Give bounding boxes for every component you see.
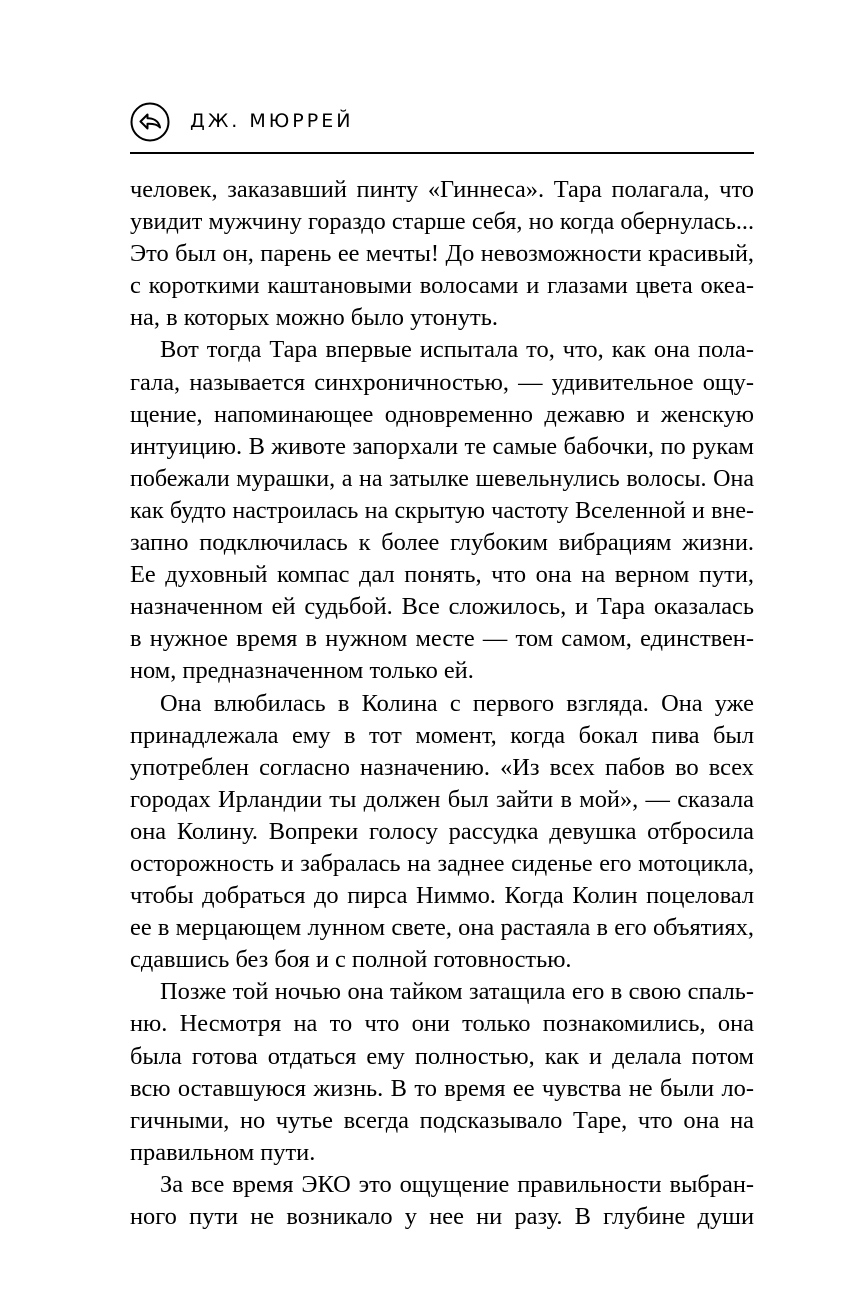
paragraph	[130, 174, 754, 334]
text-line: назначенном ей судьбой. Все сложилось, и Тара оказалась	[130, 593, 754, 621]
text-line: ню. Несмотря на то что они только познакомились, она	[130, 1010, 754, 1038]
back-arrow-icon[interactable]	[130, 102, 170, 142]
text-line: употреблен согласно назначению. «Из всех пабов во всех	[130, 753, 754, 781]
author-name: ДЖ. МЮРРЕЙ	[190, 110, 354, 132]
text-line: сдавшись без боя и с полной готовностью.	[130, 946, 572, 974]
text-line: принадлежала ему в тот момент, когда бокал пива был	[130, 721, 754, 749]
text-line: Она влюбилась в Колина с первого взгляда. Она уже	[160, 689, 754, 717]
text-line: интуицию. В животе запорхали те самые бабочки, по рукам	[130, 432, 754, 460]
text-line: чтобы добраться до пирса Ниммо. Когда Колин поцеловал	[130, 882, 754, 910]
paragraph	[130, 334, 754, 687]
text-line: она Колину. Вопреки голосу рассудка девушка отбросила	[130, 817, 754, 845]
paragraph	[130, 688, 754, 977]
text-line: с короткими каштановыми волосами и глазами цвета океа-	[130, 272, 754, 300]
text-line: всю оставшуюся жизнь. В то время ее чувства не были ло-	[130, 1074, 754, 1102]
text-line: городах Ирландии ты должен был зайти в мой», — сказала	[130, 785, 754, 813]
text-line: Это был он, парень ее мечты! До невозможности красивый,	[130, 240, 754, 268]
text-line: правильном пути.	[130, 1138, 316, 1166]
text-line: на, в которых можно было утонуть.	[130, 304, 498, 332]
text-line: запно подключилась к более глубоким вибрациям жизни.	[130, 529, 754, 557]
text-line: Ее духовный компас дал понять, что она на верном пути,	[130, 561, 754, 589]
text-line: осторожность и забралась на заднее сиденье его мотоцикла,	[130, 849, 754, 877]
text-line: За все время ЭКО это ощущение правильности выбран-	[160, 1170, 754, 1198]
text-line: Позже той ночью она тайком затащила его в свою спаль-	[160, 978, 754, 1006]
text-line: ее в мерцающем лунном свете, она растаяла в его объятиях,	[130, 914, 754, 942]
text-line: была готова отдаться ему полностью, как и делала потом	[130, 1042, 754, 1070]
text-line: как будто настроилась на скрытую частоту Вселенной и вне-	[130, 497, 754, 524]
body-text	[130, 174, 754, 1233]
text-line: гичными, но чутье всегда подсказывало Таре, что она на	[130, 1106, 754, 1134]
text-line: в нужное время в нужном месте — том самом, единствен-	[130, 625, 754, 653]
text-line: ном, предназначенном только ей.	[130, 657, 474, 685]
running-header	[130, 100, 754, 152]
header-divider	[130, 152, 754, 154]
text-line: увидит мужчину гораздо старше себя, но когда обернулась...	[130, 208, 754, 236]
text-line: щение, напоминающее одновременно дежавю и женскую	[130, 400, 754, 428]
text-line: гала, называется синхроничностью, — удивительное ощу-	[130, 368, 754, 396]
text-line: Вот тогда Тара впервые испытала то, что, как она пола-	[160, 336, 754, 364]
text-line: человек, заказавший пинту «Гиннеса». Тара полагала, что	[130, 176, 754, 203]
text-line: ного пути не возникало у нее ни разу. В глубине души	[130, 1203, 754, 1230]
paragraph	[130, 1169, 754, 1233]
text-line: побежали мурашки, а на затылке шевельнулись волосы. Она	[130, 465, 754, 492]
paragraph	[130, 976, 754, 1169]
